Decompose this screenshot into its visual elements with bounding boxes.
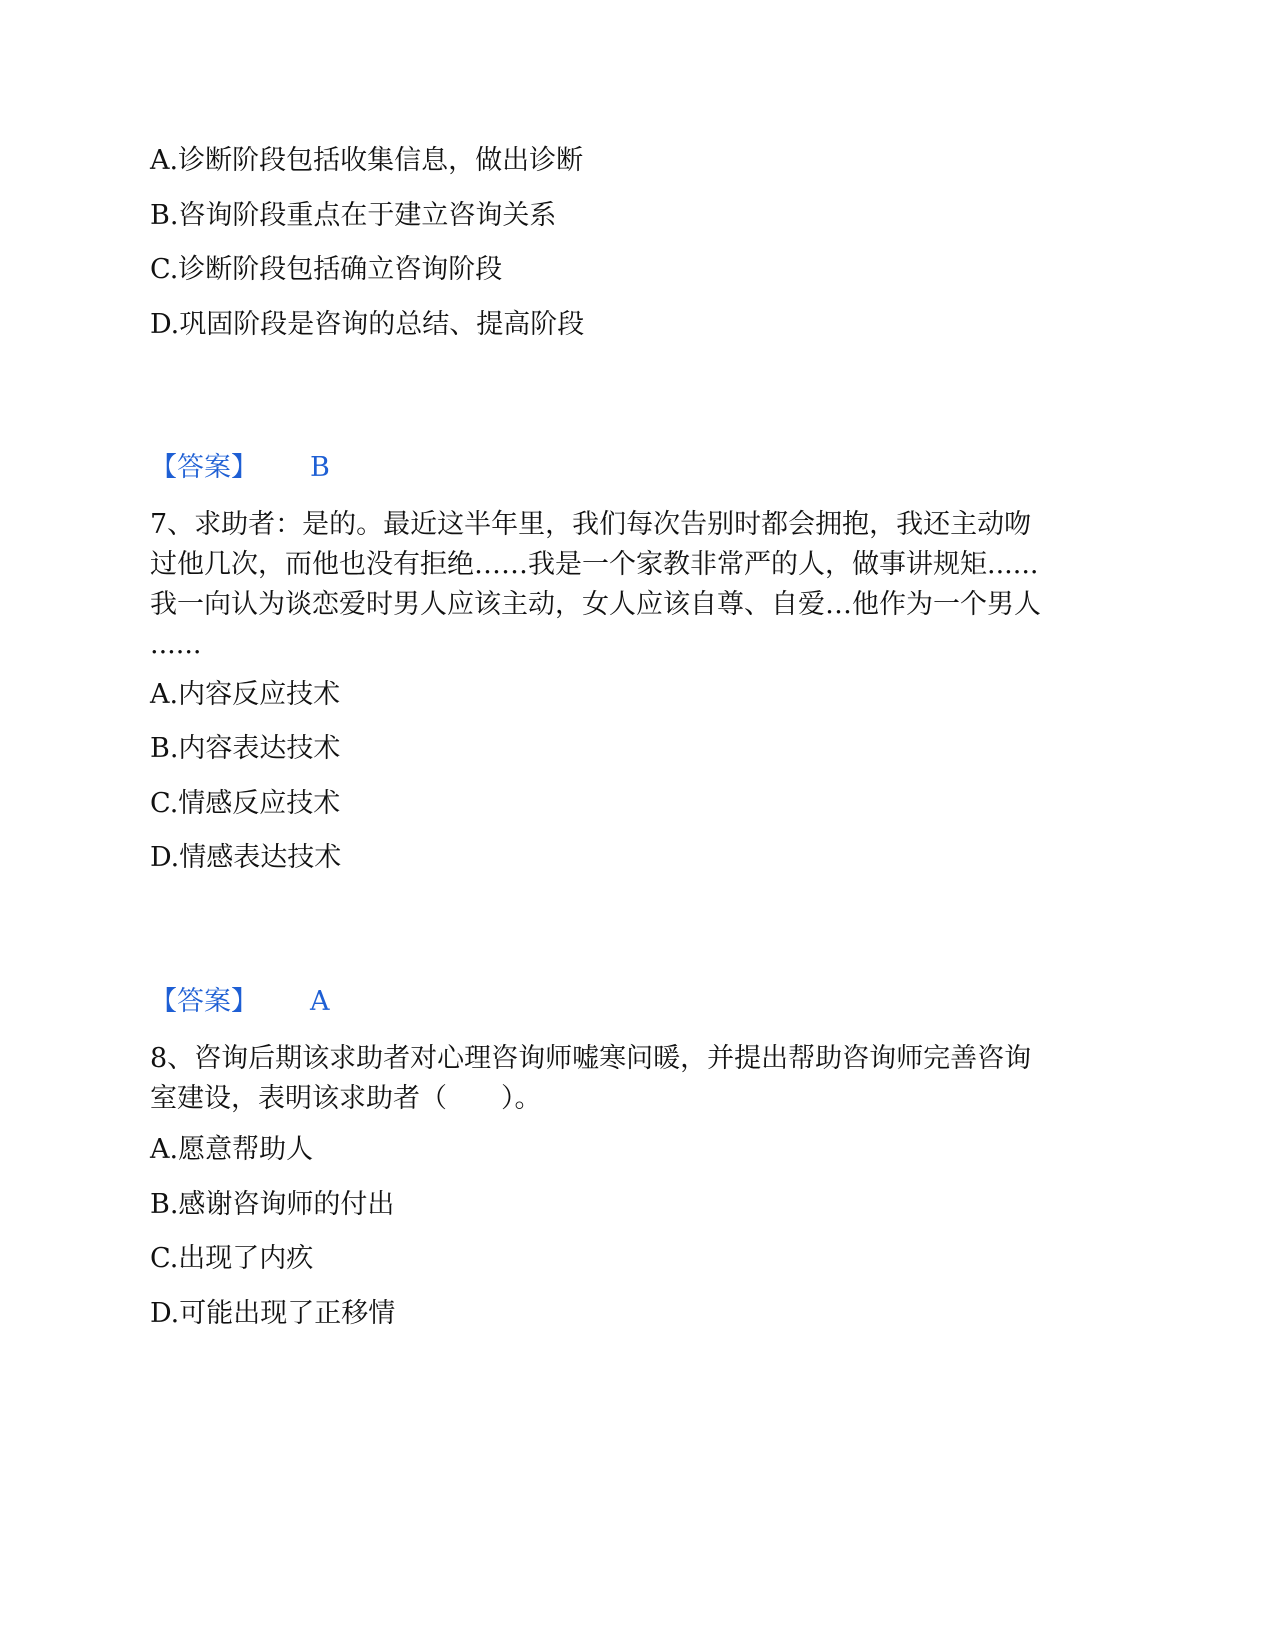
q8-option-b: B.感谢咨询师的付出 — [150, 1189, 395, 1220]
q6-option-d: D.巩固阶段是咨询的总结、提高阶段 — [150, 309, 585, 340]
answer-label: 【答案】 — [150, 452, 258, 483]
q7-option-a: A.内容反应技术 — [150, 679, 341, 710]
q6-answer — [150, 451, 330, 485]
q8-option-a: A.愿意帮助人 — [150, 1134, 314, 1165]
answer-value: A — [310, 986, 330, 1017]
stem-line: ...... — [150, 629, 202, 660]
answer-value: B — [310, 452, 330, 483]
q7-option-c: C.情感反应技术 — [150, 788, 341, 819]
q7-option-d: D.情感表达技术 — [150, 842, 342, 873]
q6-option-b: B.咨询阶段重点在于建立咨询关系 — [150, 200, 557, 231]
q8-option-d: D.可能出现了正移情 — [150, 1298, 396, 1329]
stem-line: 7、求助者：是的。最近这半年里，我们每次告别时都会拥抱，我还主动吻 — [150, 509, 1032, 540]
q8-stem — [150, 1039, 1130, 1119]
q7-answer — [150, 985, 330, 1019]
q7-stem — [150, 505, 1130, 665]
q7-option-b: B.内容表达技术 — [150, 733, 341, 764]
stem-line: 我一向认为谈恋爱时男人应该主动，女人应该自尊、自爱…他作为一个男人 — [150, 589, 1041, 620]
stem-line: 8、咨询后期该求助者对心理咨询师嘘寒问暖，并提出帮助咨询师完善咨询 — [150, 1043, 1032, 1074]
q8-option-c: C.出现了内疚 — [150, 1243, 314, 1274]
answer-label: 【答案】 — [150, 986, 258, 1017]
stem-line: 过他几次，而他也没有拒绝……我是一个家教非常严的人，做事讲规矩...... — [150, 549, 1039, 580]
q6-option-a: A.诊断阶段包括收集信息，做出诊断 — [150, 145, 584, 176]
stem-line: 室建设，表明该求助者（ ）。 — [150, 1083, 542, 1114]
q6-option-c: C.诊断阶段包括确立咨询阶段 — [150, 254, 503, 285]
